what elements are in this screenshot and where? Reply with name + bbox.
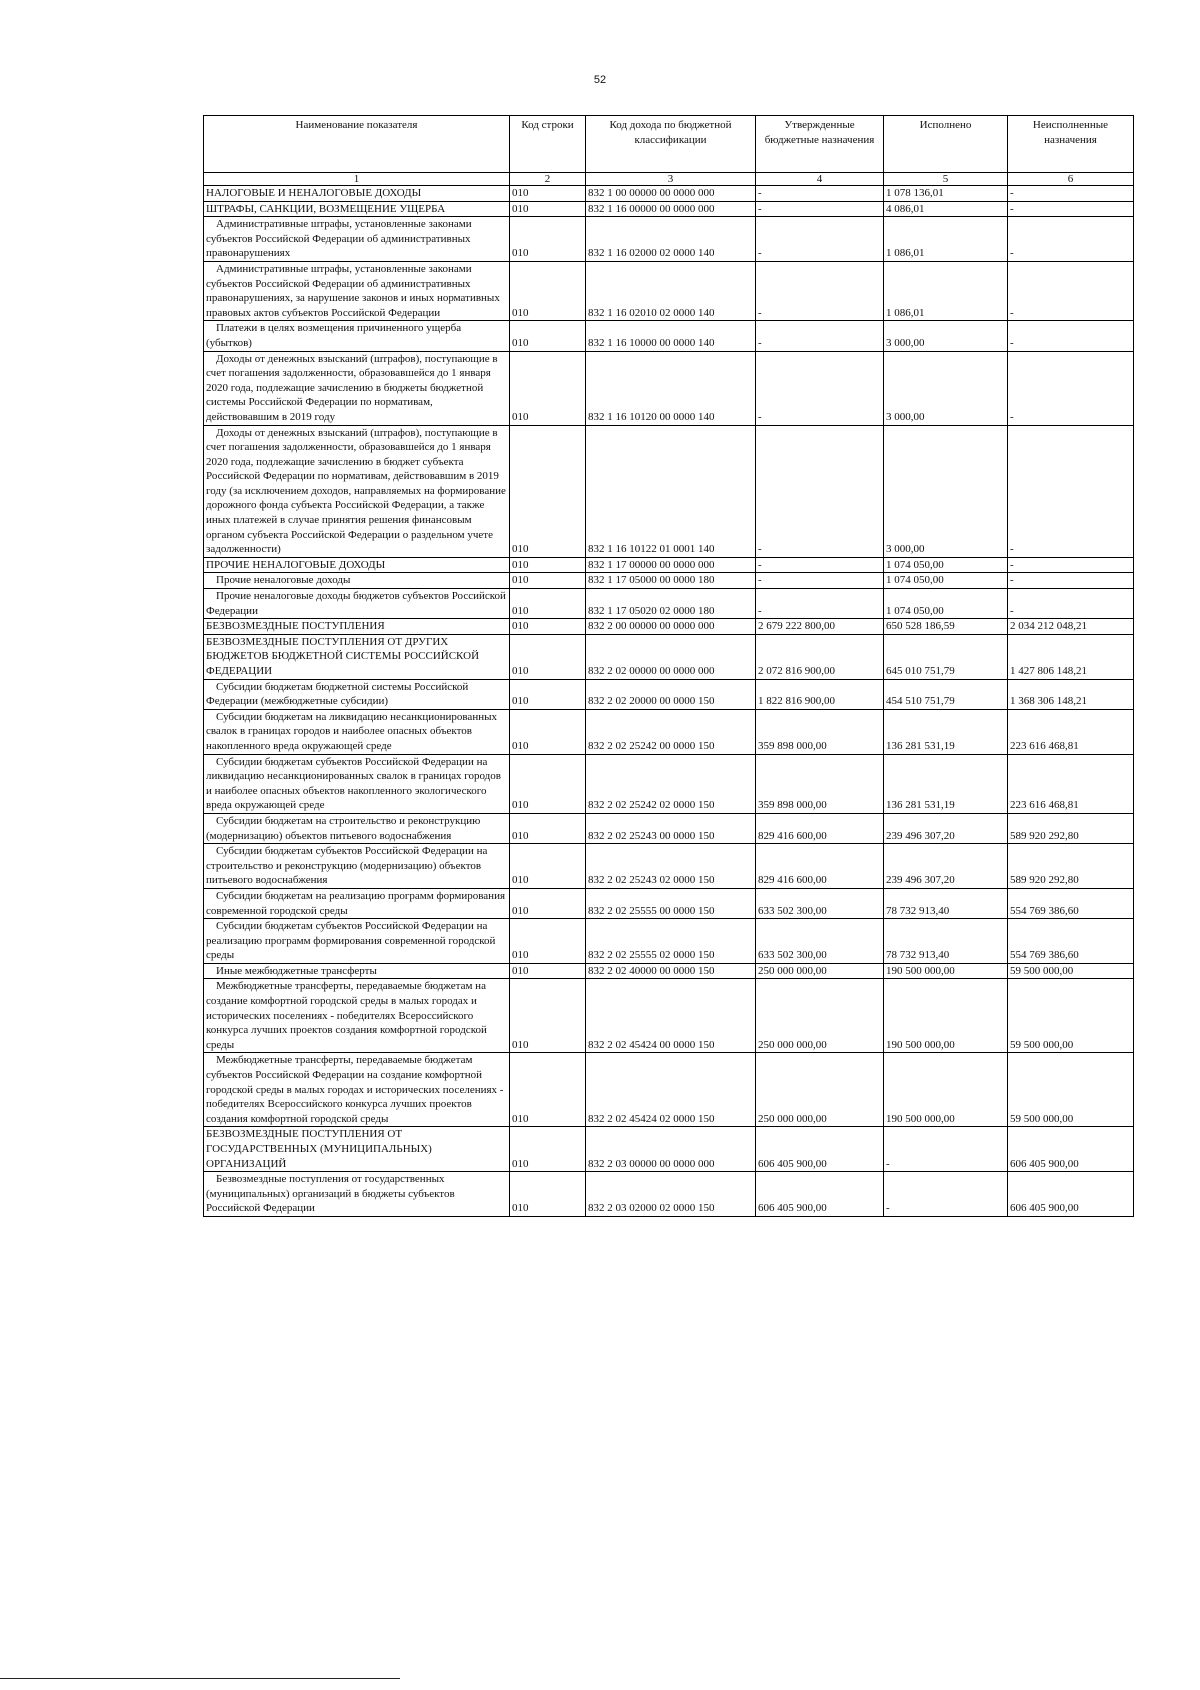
cell-line: 010 [510, 844, 586, 889]
cell-unexecuted: 554 769 386,60 [1008, 888, 1134, 918]
cell-approved: 359 898 000,00 [756, 754, 884, 813]
cell-line: 010 [510, 679, 586, 709]
cell-code: 832 1 17 00000 00 0000 000 [586, 557, 756, 573]
cell-approved: - [756, 217, 884, 262]
cell-line: 010 [510, 557, 586, 573]
cell-code: 832 2 02 25555 00 0000 150 [586, 888, 756, 918]
cell-executed: 78 732 913,40 [884, 888, 1008, 918]
cell-executed: 190 500 000,00 [884, 1053, 1008, 1127]
cell-line: 010 [510, 979, 586, 1053]
cell-approved: 250 000 000,00 [756, 979, 884, 1053]
cell-approved: 829 416 600,00 [756, 813, 884, 843]
cell-executed: 78 732 913,40 [884, 919, 1008, 964]
table-row [204, 979, 1134, 1053]
cell-unexecuted: 589 920 292,80 [1008, 844, 1134, 889]
cell-approved: - [756, 351, 884, 425]
table-row [204, 217, 1134, 262]
table-row [204, 619, 1134, 635]
cell-line: 010 [510, 589, 586, 619]
col-number: 6 [1008, 173, 1134, 186]
cell-code: 832 2 02 00000 00 0000 000 [586, 634, 756, 679]
table-row [204, 963, 1134, 979]
table-row [204, 351, 1134, 425]
cell-executed: 3 000,00 [884, 425, 1008, 557]
cell-code: 832 1 17 05020 02 0000 180 [586, 589, 756, 619]
table-row [204, 919, 1134, 964]
cell-code: 832 2 02 25243 00 0000 150 [586, 813, 756, 843]
cell-line: 010 [510, 1127, 586, 1172]
cell-name: НАЛОГОВЫЕ И НЕНАЛОГОВЫЕ ДОХОДЫ [204, 186, 510, 202]
table-row [204, 1053, 1134, 1127]
cell-line: 010 [510, 888, 586, 918]
col-number: 1 [204, 173, 510, 186]
cell-unexecuted: 59 500 000,00 [1008, 963, 1134, 979]
cell-approved: - [756, 321, 884, 351]
cell-unexecuted: - [1008, 217, 1134, 262]
cell-line: 010 [510, 754, 586, 813]
cell-executed: 4 086,01 [884, 201, 1008, 217]
cell-approved: - [756, 201, 884, 217]
cell-name: ШТРАФЫ, САНКЦИИ, ВОЗМЕЩЕНИЕ УЩЕРБА [204, 201, 510, 217]
cell-code: 832 2 02 25242 00 0000 150 [586, 709, 756, 754]
cell-executed: 1 074 050,00 [884, 589, 1008, 619]
cell-code: 832 2 02 45424 00 0000 150 [586, 979, 756, 1053]
page-number: 52 [593, 74, 607, 86]
cell-unexecuted: 606 405 900,00 [1008, 1172, 1134, 1217]
col-number: 4 [756, 173, 884, 186]
cell-name: Доходы от денежных взысканий (штрафов), поступающие в счет погашения задолженности, образовавшейся до 1 января 2020 года, подлежащие зачислению в бюджет субъекта Российской Федерации по нормативам, действовавшим в 2019 году (за исключением доходов, направляемых на формирование дорожного фонда субъекта Российской Федерации, а также иных платежей в случае принятия решения финансовым органом субъекта Российской Федерации о раздельном учете задолженности) [204, 425, 510, 557]
budget-execution-table [203, 115, 1134, 1217]
cell-name: Субсидии бюджетам бюджетной системы Российской Федерации (межбюджетные субсидии) [204, 679, 510, 709]
table-row [204, 709, 1134, 754]
cell-code: 832 2 02 25243 02 0000 150 [586, 844, 756, 889]
table-row [204, 679, 1134, 709]
col-header-line-code: Код строки [510, 116, 586, 173]
cell-approved: 606 405 900,00 [756, 1127, 884, 1172]
cell-line: 010 [510, 321, 586, 351]
cell-executed: 136 281 531,19 [884, 754, 1008, 813]
cell-code: 832 2 03 00000 00 0000 000 [586, 1127, 756, 1172]
cell-executed: 1 086,01 [884, 217, 1008, 262]
cell-line: 010 [510, 919, 586, 964]
cell-approved: 250 000 000,00 [756, 963, 884, 979]
bottom-rule [0, 1678, 400, 1679]
col-header-name: Наименование показателя [204, 116, 510, 173]
cell-code: 832 2 02 45424 02 0000 150 [586, 1053, 756, 1127]
cell-executed: 239 496 307,20 [884, 813, 1008, 843]
cell-unexecuted: - [1008, 351, 1134, 425]
table-row [204, 573, 1134, 589]
cell-unexecuted: 589 920 292,80 [1008, 813, 1134, 843]
cell-executed: 3 000,00 [884, 321, 1008, 351]
cell-name: Административные штрафы, установленные законами субъектов Российской Федерации об административных правонарушениях, за нарушение законов и иных нормативных правовых актов субъектов Российской Федерации [204, 261, 510, 320]
cell-name: БЕЗВОЗМЕЗДНЫЕ ПОСТУПЛЕНИЯ [204, 619, 510, 635]
table-body [204, 186, 1134, 1217]
cell-unexecuted: 59 500 000,00 [1008, 1053, 1134, 1127]
cell-executed: 1 074 050,00 [884, 557, 1008, 573]
cell-unexecuted: - [1008, 261, 1134, 320]
cell-code: 832 2 02 40000 00 0000 150 [586, 963, 756, 979]
cell-approved: 633 502 300,00 [756, 919, 884, 964]
cell-approved: 1 822 816 900,00 [756, 679, 884, 709]
table-row [204, 425, 1134, 557]
cell-name: Административные штрафы, установленные законами субъектов Российской Федерации об административных правонарушениях [204, 217, 510, 262]
table-row [204, 888, 1134, 918]
cell-code: 832 2 02 20000 00 0000 150 [586, 679, 756, 709]
cell-line: 010 [510, 573, 586, 589]
cell-line: 010 [510, 425, 586, 557]
cell-code: 832 2 02 25242 02 0000 150 [586, 754, 756, 813]
cell-line: 010 [510, 261, 586, 320]
cell-unexecuted: 1 427 806 148,21 [1008, 634, 1134, 679]
cell-code: 832 1 00 00000 00 0000 000 [586, 186, 756, 202]
col-header-approved: Утвержденные бюджетные назначения [756, 116, 884, 173]
table-row [204, 813, 1134, 843]
cell-code: 832 1 16 10120 00 0000 140 [586, 351, 756, 425]
table-row [204, 186, 1134, 202]
cell-name: Субсидии бюджетам на строительство и реконструкцию (модернизацию) объектов питьевого водоснабжения [204, 813, 510, 843]
cell-unexecuted: - [1008, 186, 1134, 202]
cell-unexecuted: - [1008, 321, 1134, 351]
cell-name: Субсидии бюджетам субъектов Российской Федерации на ликвидацию несанкционированных свалок в границах городов и наиболее опасных объектов накопленного экологического вреда окружающей среде [204, 754, 510, 813]
cell-line: 010 [510, 709, 586, 754]
table-row [204, 1127, 1134, 1172]
cell-name: Прочие неналоговые доходы бюджетов субъектов Российской Федерации [204, 589, 510, 619]
table-row [204, 754, 1134, 813]
cell-approved: - [756, 557, 884, 573]
cell-name: Субсидии бюджетам на ликвидацию несанкционированных свалок в границах городов и наиболее опасных объектов накопленного вреда окружающей среде [204, 709, 510, 754]
cell-unexecuted: 2 034 212 048,21 [1008, 619, 1134, 635]
col-header-income-code: Код дохода по бюджетной классификации [586, 116, 756, 173]
cell-name: Платежи в целях возмещения причиненного ущерба (убытков) [204, 321, 510, 351]
table-row [204, 557, 1134, 573]
col-header-executed: Исполнено [884, 116, 1008, 173]
cell-approved: 829 416 600,00 [756, 844, 884, 889]
cell-executed: 136 281 531,19 [884, 709, 1008, 754]
cell-line: 010 [510, 634, 586, 679]
cell-approved: 633 502 300,00 [756, 888, 884, 918]
cell-line: 010 [510, 619, 586, 635]
cell-name: Межбюджетные трансферты, передаваемые бюджетам субъектов Российской Федерации на создание комфортной городской среды в малых городах и исторических поселениях - победителях Всероссийского конкурса лучших проектов создания комфортной городской среды [204, 1053, 510, 1127]
cell-approved: - [756, 261, 884, 320]
cell-line: 010 [510, 217, 586, 262]
cell-unexecuted: 223 616 468,81 [1008, 709, 1134, 754]
column-number-row [204, 173, 1134, 186]
cell-approved: - [756, 573, 884, 589]
table-row [204, 321, 1134, 351]
table-row [204, 1172, 1134, 1217]
cell-executed: 1 074 050,00 [884, 573, 1008, 589]
cell-name: Субсидии бюджетам на реализацию программ формирования современной городской среды [204, 888, 510, 918]
table-row [204, 201, 1134, 217]
cell-name: БЕЗВОЗМЕЗДНЫЕ ПОСТУПЛЕНИЯ ОТ ГОСУДАРСТВЕННЫХ (МУНИЦИПАЛЬНЫХ) ОРГАНИЗАЦИЙ [204, 1127, 510, 1172]
cell-unexecuted: - [1008, 201, 1134, 217]
cell-executed: 190 500 000,00 [884, 979, 1008, 1053]
cell-code: 832 1 17 05000 00 0000 180 [586, 573, 756, 589]
cell-name: ПРОЧИЕ НЕНАЛОГОВЫЕ ДОХОДЫ [204, 557, 510, 573]
cell-line: 010 [510, 813, 586, 843]
cell-approved: 2 679 222 800,00 [756, 619, 884, 635]
col-number: 5 [884, 173, 1008, 186]
col-number: 2 [510, 173, 586, 186]
cell-executed: 454 510 751,79 [884, 679, 1008, 709]
cell-approved: - [756, 425, 884, 557]
table-row [204, 261, 1134, 320]
cell-unexecuted: 606 405 900,00 [1008, 1127, 1134, 1172]
cell-executed: 190 500 000,00 [884, 963, 1008, 979]
cell-name: БЕЗВОЗМЕЗДНЫЕ ПОСТУПЛЕНИЯ ОТ ДРУГИХ БЮДЖЕТОВ БЮДЖЕТНОЙ СИСТЕМЫ РОССИЙСКОЙ ФЕДЕРАЦИИ [204, 634, 510, 679]
table-row [204, 634, 1134, 679]
cell-unexecuted: - [1008, 573, 1134, 589]
col-header-unexecuted: Неисполненные назначения [1008, 116, 1134, 173]
cell-name: Межбюджетные трансферты, передаваемые бюджетам на создание комфортной городской среды в малых городах и исторических поселениях - победителях Всероссийского конкурса лучших проектов создания комфортной городской среды [204, 979, 510, 1053]
cell-approved: 606 405 900,00 [756, 1172, 884, 1217]
cell-code: 832 1 16 10000 00 0000 140 [586, 321, 756, 351]
cell-approved: 359 898 000,00 [756, 709, 884, 754]
cell-executed: 645 010 751,79 [884, 634, 1008, 679]
cell-unexecuted: - [1008, 425, 1134, 557]
cell-executed: - [884, 1172, 1008, 1217]
cell-approved: 250 000 000,00 [756, 1053, 884, 1127]
cell-name: Безвозмездные поступления от государственных (муниципальных) организаций в бюджеты субъектов Российской Федерации [204, 1172, 510, 1217]
cell-name: Прочие неналоговые доходы [204, 573, 510, 589]
cell-executed: 650 528 186,59 [884, 619, 1008, 635]
cell-unexecuted: 554 769 386,60 [1008, 919, 1134, 964]
cell-executed: 3 000,00 [884, 351, 1008, 425]
cell-code: 832 1 16 00000 00 0000 000 [586, 201, 756, 217]
cell-name: Субсидии бюджетам субъектов Российской Федерации на реализацию программ формирования современной городской среды [204, 919, 510, 964]
cell-approved: 2 072 816 900,00 [756, 634, 884, 679]
cell-name: Доходы от денежных взысканий (штрафов), поступающие в счет погашения задолженности, образовавшейся до 1 января 2020 года, подлежащие зачислению в бюджеты бюджетной системы Российской Федерации по нормативам, действовавшим в 2019 году [204, 351, 510, 425]
cell-code: 832 1 16 10122 01 0001 140 [586, 425, 756, 557]
cell-unexecuted: 59 500 000,00 [1008, 979, 1134, 1053]
cell-code: 832 1 16 02000 02 0000 140 [586, 217, 756, 262]
col-number: 3 [586, 173, 756, 186]
cell-line: 010 [510, 1172, 586, 1217]
cell-code: 832 1 16 02010 02 0000 140 [586, 261, 756, 320]
cell-unexecuted: - [1008, 589, 1134, 619]
table-header-row [204, 116, 1134, 173]
cell-approved: - [756, 186, 884, 202]
table-row [204, 589, 1134, 619]
cell-line: 010 [510, 1053, 586, 1127]
cell-approved: - [756, 589, 884, 619]
cell-line: 010 [510, 186, 586, 202]
cell-line: 010 [510, 201, 586, 217]
cell-code: 832 2 00 00000 00 0000 000 [586, 619, 756, 635]
table-row [204, 844, 1134, 889]
cell-executed: - [884, 1127, 1008, 1172]
cell-executed: 239 496 307,20 [884, 844, 1008, 889]
cell-name: Субсидии бюджетам субъектов Российской Федерации на строительство и реконструкцию (модернизацию) объектов питьевого водоснабжения [204, 844, 510, 889]
cell-name: Иные межбюджетные трансферты [204, 963, 510, 979]
cell-executed: 1 078 136,01 [884, 186, 1008, 202]
cell-line: 010 [510, 351, 586, 425]
cell-unexecuted: 223 616 468,81 [1008, 754, 1134, 813]
cell-code: 832 2 03 02000 02 0000 150 [586, 1172, 756, 1217]
cell-unexecuted: - [1008, 557, 1134, 573]
cell-executed: 1 086,01 [884, 261, 1008, 320]
cell-line: 010 [510, 963, 586, 979]
cell-code: 832 2 02 25555 02 0000 150 [586, 919, 756, 964]
cell-unexecuted: 1 368 306 148,21 [1008, 679, 1134, 709]
